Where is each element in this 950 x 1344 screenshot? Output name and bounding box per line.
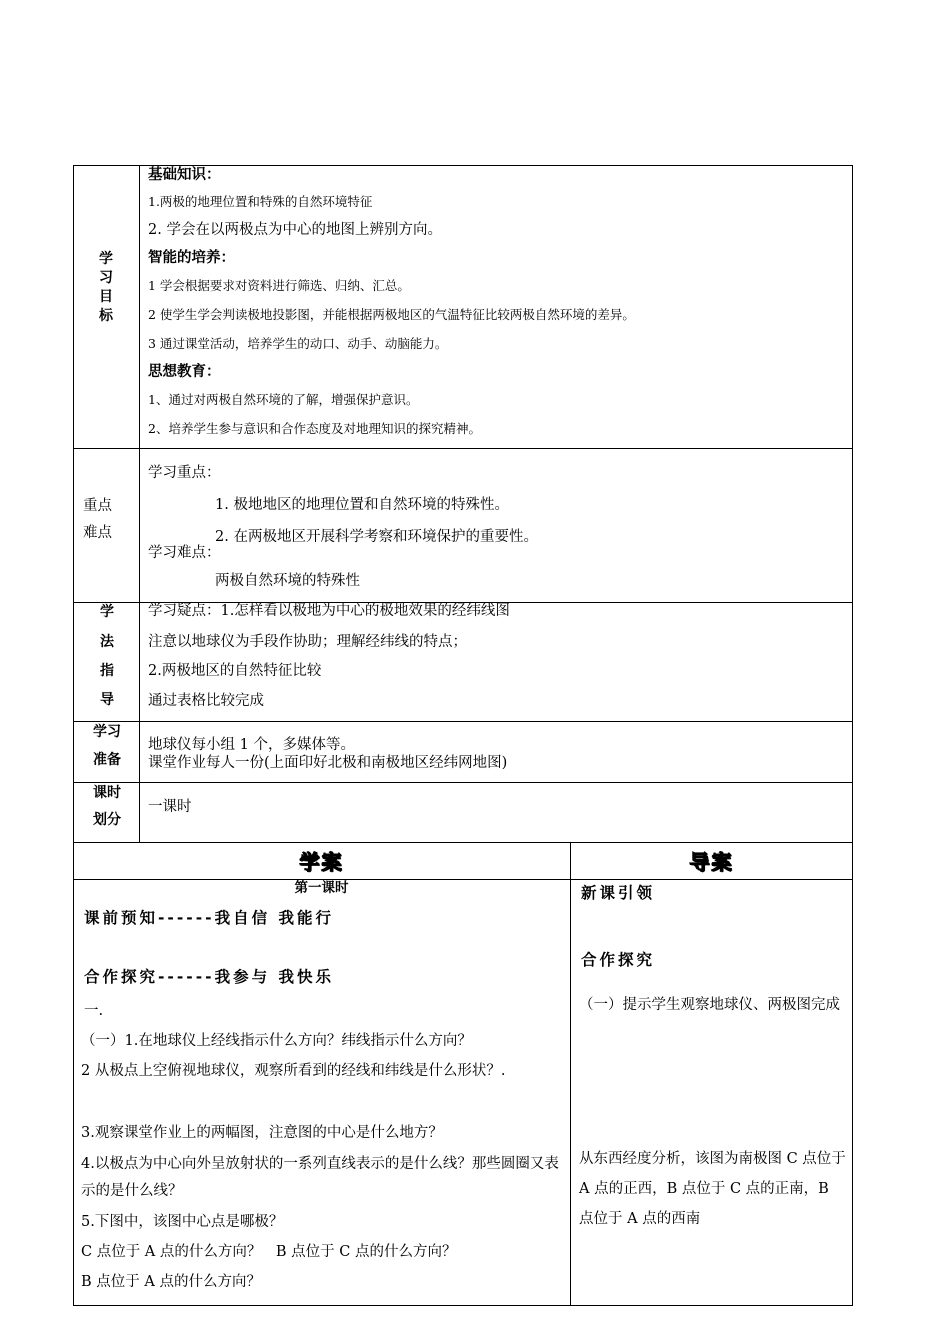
difficulty-title: 学习难点： — [148, 545, 221, 561]
period-value: 一课时 — [148, 799, 192, 815]
prep-line-2: 课堂作业每人一份(上面印好北极和南极地区经纬网地图) — [148, 755, 508, 771]
question-2: 2 从极点上空俯视地球仪，观察所看到的经线和纬线是什么形状？. — [81, 1063, 506, 1079]
cooperation-title: 合作探究------我参与 我快乐 — [84, 968, 334, 986]
skill-title: 智能的培养： — [148, 250, 235, 266]
method-line-2: 注意以地球仪为手段作协助；理解经纬线的特点； — [148, 634, 467, 650]
guide-plan-header: 导案 — [689, 850, 734, 874]
question-7: B 点位于 A 点的什么方向？ — [81, 1274, 261, 1290]
prep-line-1: 地球仪每小组 1 个，多媒体等。 — [148, 737, 355, 753]
focus-1: 1. 极地地区的地理位置和自然环境的特殊性。 — [215, 497, 509, 513]
question-3: 3.观察课堂作业上的两幅图，注意图的中心是什么地方？ — [81, 1125, 443, 1141]
label-column-divider — [139, 165, 140, 842]
method-label-3: 指 — [100, 663, 114, 679]
row-divider — [73, 448, 853, 449]
row-divider — [73, 782, 853, 783]
moral-title: 思想教育： — [148, 364, 221, 380]
period-label-2: 划分 — [93, 812, 121, 828]
question-4: 4.以极点为中心向外呈放射状的一系列直线表示的是什么线？那些圆圈又表示的是什么线？ — [81, 1156, 559, 1199]
question-5: 5.下图中，该图中心点是哪极？ — [81, 1214, 284, 1230]
question-6: C 点位于 A 点的什么方向？ B 点位于 C 点的什么方向？ — [81, 1244, 457, 1260]
key-points-label-1: 重点 — [83, 498, 112, 514]
goal-skill-3: 3 通过课堂活动，培养学生的动口、动手、动脑能力。 — [148, 336, 448, 351]
goals-label: 学习目标 — [99, 251, 113, 324]
method-line-3: 2.两极地区的自然特征比较 — [148, 663, 322, 679]
key-points-label-2: 难点 — [83, 525, 112, 541]
method-label-1: 学 — [100, 604, 114, 620]
method-label-4: 导 — [100, 692, 114, 708]
method-line-4: 通过表格比较完成 — [148, 693, 264, 709]
pre-study-title: 课前预知------我自信 我能行 — [84, 909, 334, 927]
question-1: （一）1.在地球仪上经线指示什么方向？纬线指示什么方向？ — [81, 1033, 472, 1049]
goal-skill-1: 1 学会根据要求对资料进行筛选、归纳、汇总。 — [148, 278, 410, 293]
study-plan-header: 学案 — [299, 850, 344, 874]
goal-skill-2: 2 使学生学会判读极地投影图，并能根据两极地区的气温特征比较两极自然环境的差异。 — [148, 307, 635, 322]
focus-2: 2. 在两极地区开展科学考察和环境保护的重要性。 — [215, 529, 538, 545]
row-divider — [73, 721, 853, 722]
guide-cooperation-title: 合作探究 — [581, 951, 656, 969]
guide-answer: 从东西经度分析，该图为南极图 C 点位于 A 点的正西，B 点位于 C 点的正南，B 点位于 A 点的西南 — [579, 1151, 846, 1227]
goal-basic-2: 2. 学会在以两极点为中心的地图上辨别方向。 — [148, 222, 442, 238]
question-index: 一. — [84, 1003, 104, 1019]
method-line-1: 学习疑点：1.怎样看以极地为中心的极地效果的经纬线图 — [148, 603, 510, 619]
goal-basic-1: 1.两极的地理位置和特殊的自然环境特征 — [148, 194, 373, 209]
prep-label-2: 准备 — [93, 752, 121, 768]
goal-moral-2: 2、培养学生参与意识和合作态度及对地理知识的探究精神。 — [148, 421, 481, 436]
method-label-2: 法 — [100, 634, 114, 650]
basic-knowledge-title: 基础知识： — [148, 167, 221, 183]
prep-label-1: 学习 — [93, 724, 121, 740]
session-title: 第一课时 — [294, 880, 349, 896]
row-divider — [73, 842, 853, 843]
plan-column-divider — [570, 842, 571, 1306]
guide-tip: （一）提示学生观察地球仪、两极图完成 — [579, 997, 840, 1013]
focus-title: 学习重点： — [148, 465, 221, 481]
difficulty-1: 两极自然环境的特殊性 — [215, 573, 360, 589]
goal-moral-1: 1、通过对两极自然环境的了解，增强保护意识。 — [148, 392, 419, 407]
new-lesson-title: 新课引领 — [581, 884, 656, 902]
period-label-1: 课时 — [93, 785, 121, 801]
